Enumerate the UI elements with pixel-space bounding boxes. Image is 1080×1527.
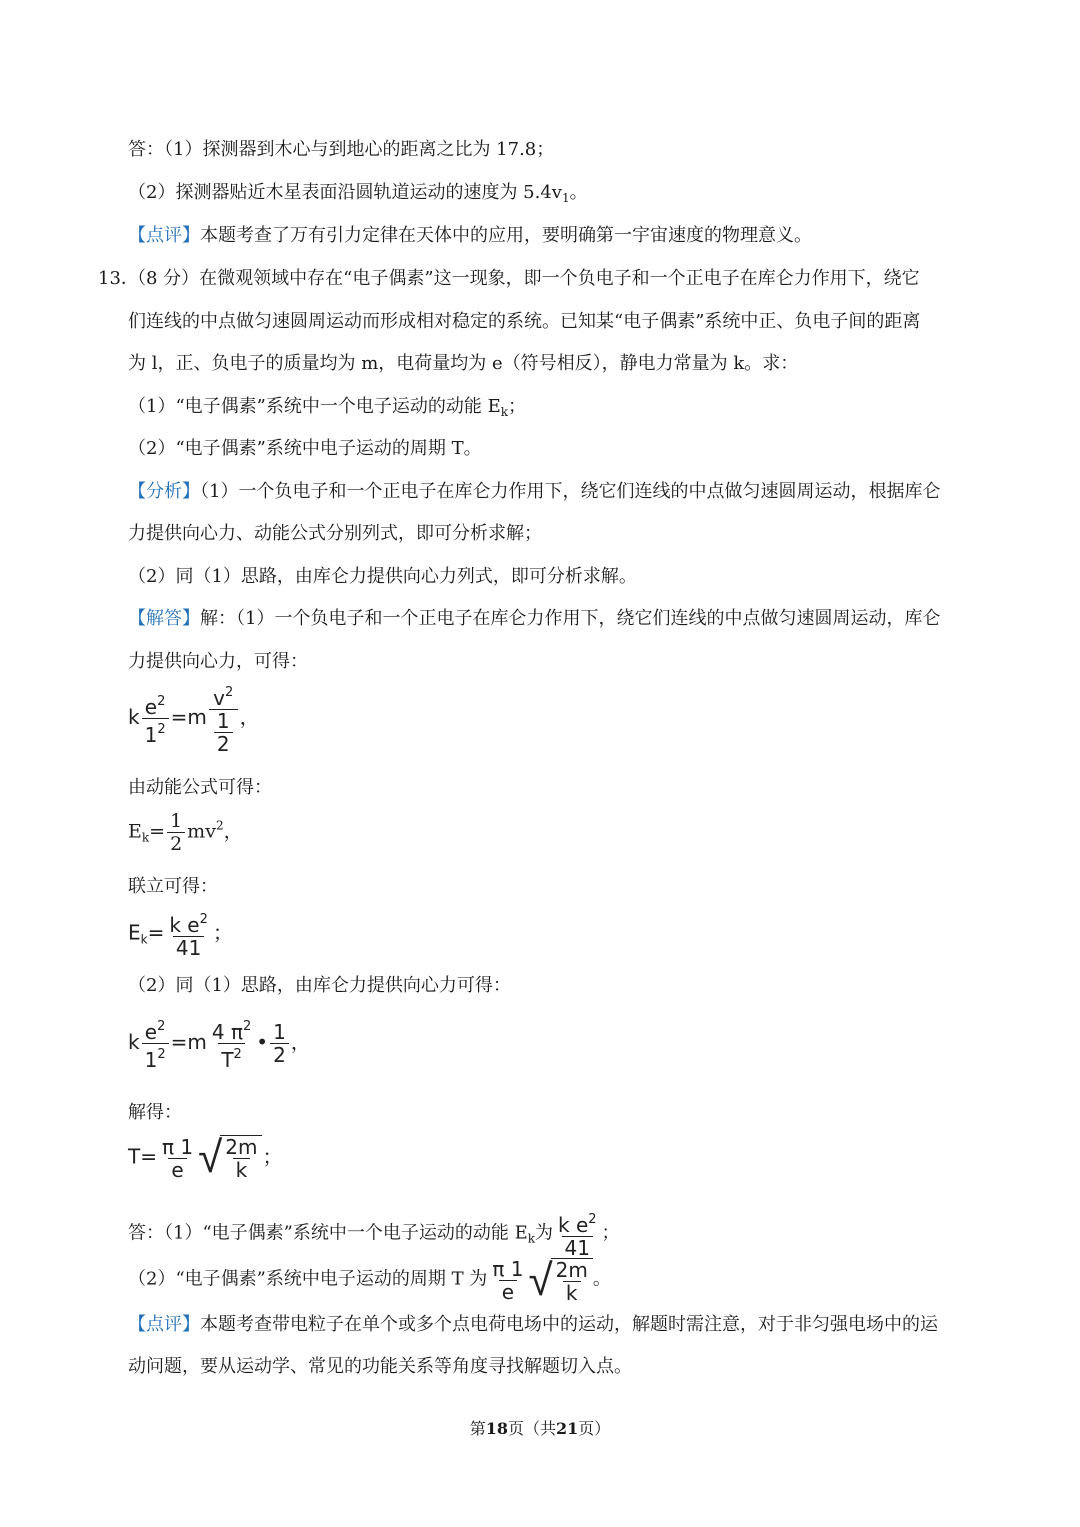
equation-kinetic-energy: $E_k=$ $\frac{1}{2}$ $mv^2$， xyxy=(128,810,243,855)
page-number: 18 xyxy=(485,1419,508,1438)
page-footer: 第18页（共21页） xyxy=(469,1419,611,1438)
question-sub-1: （1）“电子偶素”系统中一个电子运动的动能 $E_k$； xyxy=(128,396,526,419)
equation-ek-result: $E_k=$ $\frac{k e^2}{41}$ ； xyxy=(128,912,233,960)
answer-line-1: 答：（1）探测器到木心与到地心的距离之比为 17.8； xyxy=(128,139,555,160)
sqrt-icon: √ xyxy=(528,1254,553,1306)
page-total: 21 xyxy=(556,1419,579,1438)
equation-period-result: T= $\frac{\pi 1}{e}$ √ $\frac{2m}{k}$ ； xyxy=(128,1132,283,1183)
analysis-tag: 【分析】 xyxy=(128,481,200,502)
solution-tag: 【解答】 xyxy=(128,608,200,629)
review-1: 【点评】本题考查了万有引力定律在天体中的应用，要明确第一宇宙速度的物理意义。 xyxy=(128,225,812,246)
question-line-3: 为 l，正、负电子的质量均为 m，电荷量均为 e（符号相反），静电力常量为 k。求： xyxy=(128,353,799,374)
question-line-2: 们连线的中点做匀速圆周运动而形成相对稳定的系统。已知某“电子偶素”系统中正、负电子间的距离 xyxy=(128,311,921,332)
review-tag: 【点评】 xyxy=(128,1314,200,1335)
final-answer-line-1: 答：（1）“电子偶素”系统中一个电子运动的动能 $E_k$为 $\frac{k e^2}{41}$ ； xyxy=(128,1211,620,1260)
review-2-line-1: 【点评】本题考查带电粒子在单个或多个点电荷电场中的运动，解题时需注意，对于非匀强电场中的运 xyxy=(128,1314,938,1335)
equation-period-relation: k $\frac{e^2}{1^2}$ =m $\frac{4 \pi^2}{T^2}$ • $\frac{1}{2}$ ， xyxy=(128,1019,311,1072)
answer-line-2: （2）探测器贴近木星表面沿圆轨道运动的速度为 $5.4v_1$。 xyxy=(128,182,588,205)
solution-text-solve: 解得： xyxy=(128,1102,182,1123)
solution-text-part2: （2）同（1）思路，由库仑力提供向心力可得： xyxy=(128,975,511,996)
analysis-line-2: 力提供向心力、动能公式分别列式，即可分析求解； xyxy=(128,523,542,544)
analysis-line-3: （2）同（1）思路，由库仑力提供向心力列式，即可分析求解。 xyxy=(128,566,637,587)
solution-line-2: 力提供向心力，可得： xyxy=(128,651,308,672)
question-line-1: （8 分）在微观领域中存在“电子偶素”这一现象，即一个负电子和一个正电子在库仑力作用下，绕它 xyxy=(128,268,920,289)
question-sub-2: （2）“电子偶素”系统中电子运动的周期 T。 xyxy=(128,438,482,459)
solution-text-kinetic: 由动能公式可得： xyxy=(128,777,272,798)
review-2-line-2: 动问题，要从运动学、常见的功能关系等角度寻找解题切入点。 xyxy=(128,1356,632,1377)
question-number: 13． xyxy=(98,268,139,289)
analysis-line-1: 【分析】（1）一个负电子和一个正电子在库仑力作用下，绕它们连线的中点做匀速圆周运动，根据库仑 xyxy=(128,481,941,502)
solution-line-1: 【解答】解：（1）一个负电子和一个正电子在库仑力作用下，绕它们连线的中点做匀速圆周运动，库仑 xyxy=(128,608,941,629)
final-answer-line-2: （2）“电子偶素”系统中电子运动的周期 T 为 $\frac{\pi 1}{e}$ √ $\frac{2m}{k}$ 。 xyxy=(128,1254,611,1306)
solution-text-joint: 联立可得： xyxy=(128,876,218,897)
equation-coulomb-centripetal: k $\frac{e^2}{1^2}$ =m $\frac{v^2}{\frac{1}{2}}$ ， xyxy=(128,685,260,756)
review-tag: 【点评】 xyxy=(128,225,200,246)
sqrt-icon: √ xyxy=(198,1132,223,1183)
